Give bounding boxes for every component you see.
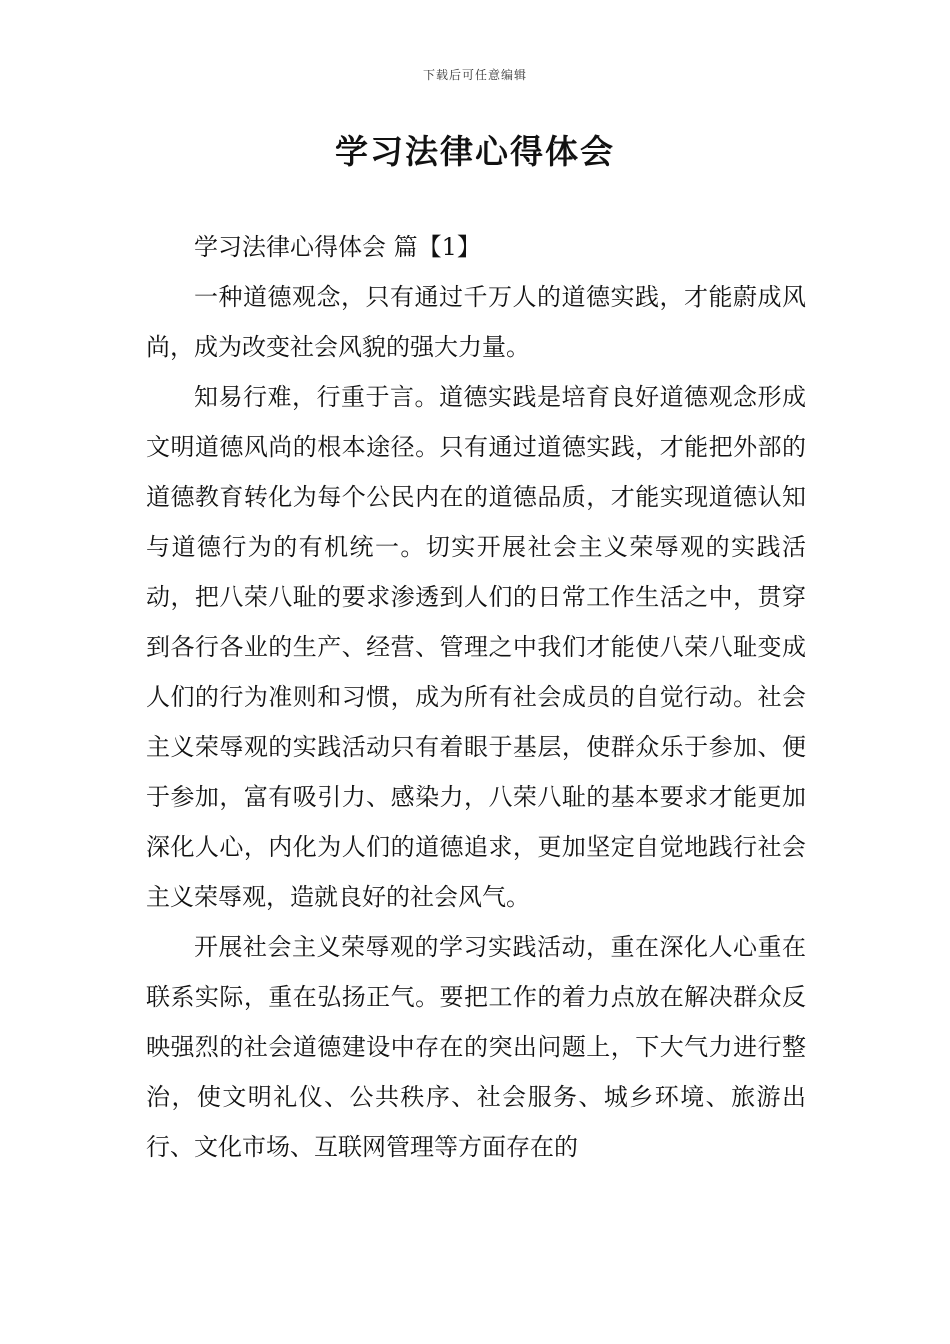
section-heading: 学习法律心得体会 篇【1】 (194, 233, 481, 261)
paragraph-2: 知易行难，行重于言。道德实践是培育良好道德观念形成文明道德风尚的根本途径。只有通过道德实践，才能把外部的道德教育转化为每个公民内在的道德品质，才能实现道德认知与道德行为的有机统一。切实开展社会主义荣辱观的实践活动，把八荣八耻的要求渗透到人们的日常工作生活之中，贯穿到各行各业的生产、经营、管理之中我们才能使八荣八耻变成人们的行为准则和习惯，成为所有社会成员的自觉行动。社会主义荣辱观的实践活动只有着眼于基层，使群众乐于参加、便于参加，富有吸引力、感染力，八荣八耻的基本要求才能更加深化人心，内化为人们的道德追求，更加坚定自觉地践行社会主义荣辱观，造就良好的社会风气。 (146, 383, 806, 911)
header-note: 下载后可任意编辑 (422, 68, 527, 82)
paragraph-1: 一种道德观念，只有通过千万人的道德实践，才能蔚成风尚，成为改变社会风貌的强大力量。 (146, 283, 806, 361)
paragraph-3: 开展社会主义荣辱观的学习实践活动，重在深化人心重在联系实际，重在弘扬正气。要把工作的着力点放在解决群众反映强烈的社会道德建设中存在的突出问题上，下大气力进行整治，使文明礼仪、公共秩序、社会服务、城乡环境、旅游出行、文化市场、互联网管理等方面存在的 (146, 933, 806, 1161)
document-title: 学习法律心得体会 (335, 132, 615, 171)
document-body (146, 222, 806, 1172)
